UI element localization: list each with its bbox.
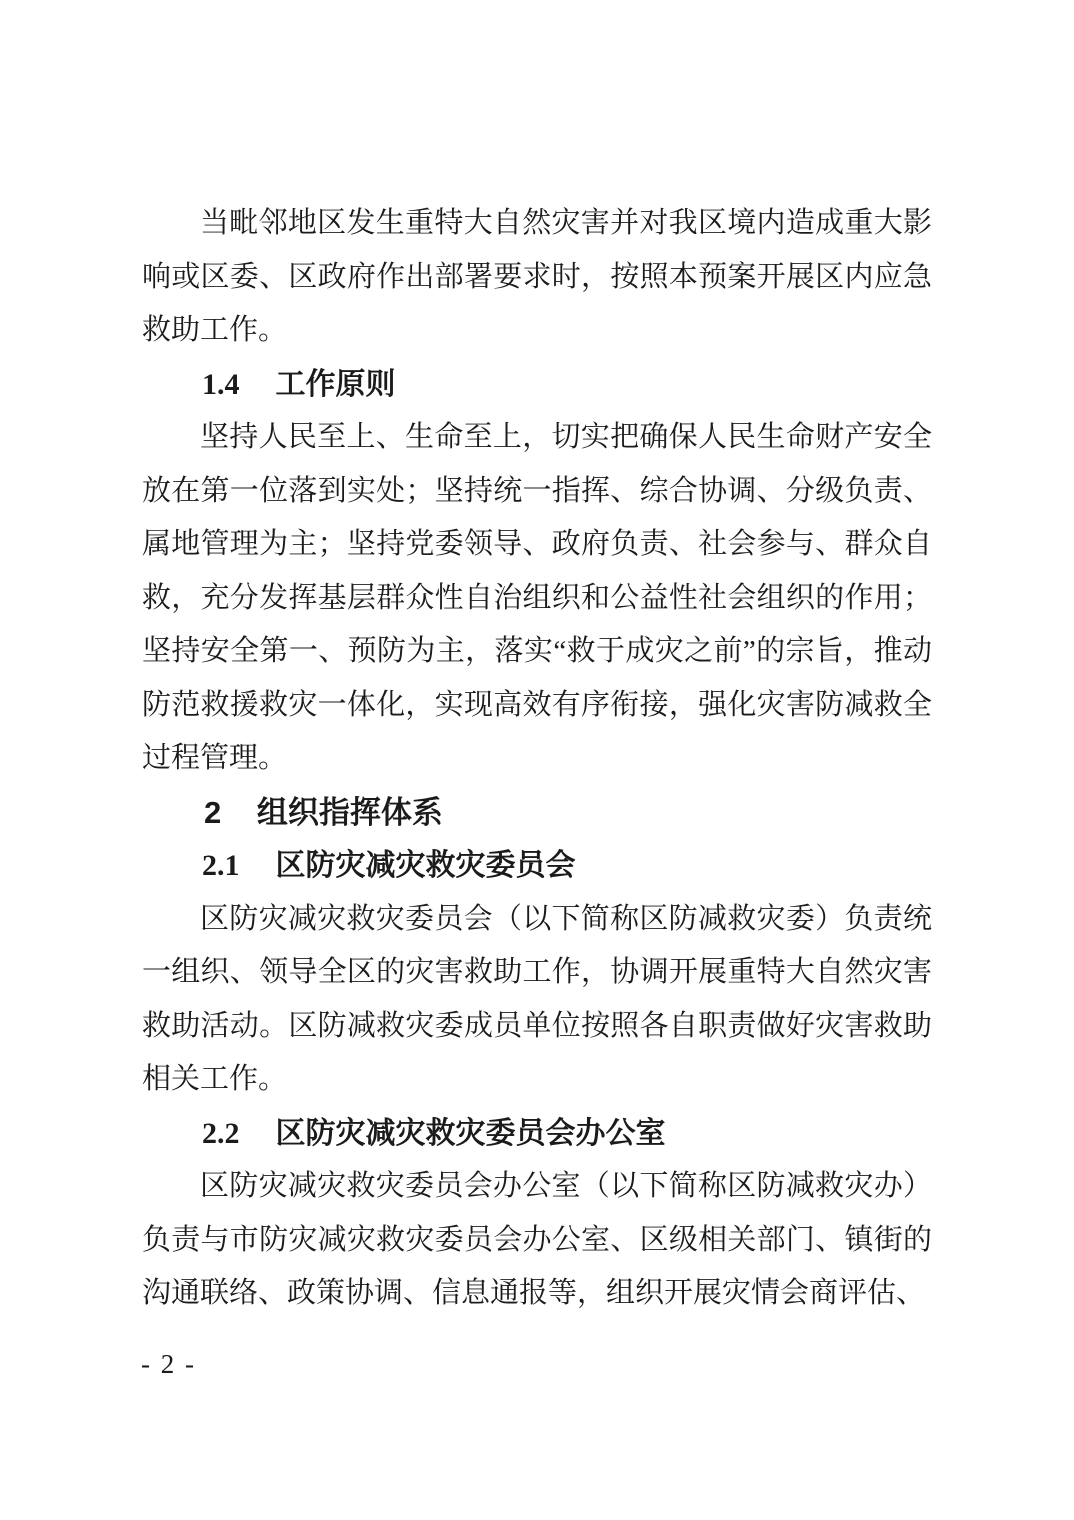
- page-number: - 2 -: [141, 1349, 196, 1379]
- section-number-1-4: 1.4: [202, 367, 240, 401]
- section-title-1-4: 工作原则: [275, 367, 396, 401]
- paragraph-office: 区防灾减灾救灾委员会办公室（以下简称区防减救灾办）负责与市防灾减灾救灾委员会办公室、区级相关部门、镇街的沟通联络、政策协调、信息通报等，组织开展灾情会商评估、: [142, 1170, 932, 1309]
- section-heading-1-4: [142, 358, 932, 412]
- chapter-title-2: 组织指挥体系: [256, 794, 443, 830]
- section-number-2-2: 2.2: [202, 1116, 240, 1150]
- chapter-number-2: 2: [204, 794, 222, 830]
- paragraph-work-principles: 坚持人民至上、生命至上，切实把确保人民生命财产安全放在第一位落到实处；坚持统一指挥、综合协调、分级负责、属地管理为主；坚持党委领导、政府负责、社会参与、群众自救，充分发挥基层群众性自治组织和公益性社会组织的作用；坚持安全第一、预防为主，落实“救于成灾之前”的宗旨，推动防范救援救灾一体化，实现高效有序衔接，强化灾害防减救全过程管理。: [142, 421, 932, 774]
- section-heading-2-1: [142, 839, 932, 893]
- section-number-2-1: 2.1: [202, 849, 240, 882]
- paragraph-neighbor-region: 当毗邻地区发生重特大自然灾害并对我区境内造成重大影响或区委、区政府作出部署要求时，按照本预案开展区内应急救助工作。: [142, 207, 932, 346]
- section-title-2-1: 区防灾减灾救灾委员会: [275, 849, 576, 882]
- chapter-heading-2: [142, 786, 932, 840]
- paragraph-committee: 区防灾减灾救灾委员会（以下简称区防减救灾委）负责统一组织、领导全区的灾害救助工作，协调开展重特大自然灾害救助活动。区防减救灾委成员单位按照各自职责做好灾害救助相关工作。: [142, 902, 932, 1095]
- section-heading-2-2: [142, 1107, 932, 1161]
- section-title-2-2: 区防灾减灾救灾委员会办公室: [275, 1116, 666, 1150]
- document-body: [142, 197, 932, 1321]
